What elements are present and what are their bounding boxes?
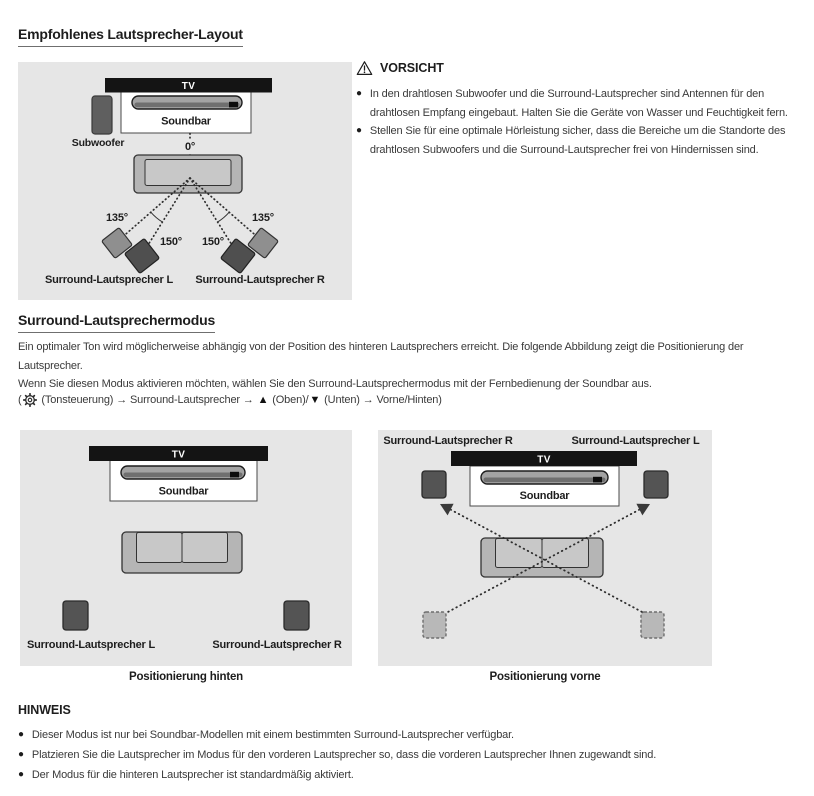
list-item xyxy=(356,85,808,122)
note-bullet-text: Dieser Modus ist nur bei Soundbar-Modellen mit einem bestimmten Surround-Lautsprecher verfügbar. xyxy=(31,729,514,741)
remote-path-text: (Oben)/ xyxy=(269,394,309,406)
remote-open-paren: ( xyxy=(18,394,22,406)
ghost-speaker-left xyxy=(423,612,446,638)
bullet-icon: ● xyxy=(18,729,24,740)
list-item xyxy=(356,122,808,159)
section-title-layout: Empfohlenes Lautsprecher-Layout xyxy=(18,26,243,47)
soundbar-device xyxy=(132,96,242,109)
layout-diagram-svg xyxy=(18,62,352,300)
rear-diagram-svg xyxy=(20,430,352,666)
note-header xyxy=(18,703,798,717)
note-bullet-text: Platzieren Sie die Lautsprecher im Modus für den vorderen Lautsprecher so, dass die vorderen Lautsprecher Ihnen zugewandt sind. xyxy=(31,749,657,761)
down-triangle-icon: ▼ xyxy=(309,394,321,406)
caution-header xyxy=(356,60,808,76)
remote-control-path xyxy=(18,393,442,407)
surround-speaker-right-front xyxy=(644,471,668,498)
tv-label: TV xyxy=(537,454,551,466)
caption-rear: Positionierung hinten xyxy=(129,671,243,683)
list-item xyxy=(18,725,798,745)
angle-arc-right xyxy=(218,212,230,222)
gear-icon xyxy=(23,393,37,407)
remote-path-text: (Tonsteuerung) → Surround-Lautsprecher → xyxy=(38,394,257,406)
remote-path-text: (Unten) → Vorne/Hinten) xyxy=(321,394,442,406)
couch xyxy=(134,155,242,193)
note-bullets xyxy=(18,725,798,785)
up-triangle-icon: ▲ xyxy=(257,394,269,406)
caution-bullet-text: Stellen Sie für eine optimale Hörleistung sicher, dass die Bereiche um die Standorte des drahtlosen Subwoofers und die Surround-Lautsprecher frei von Hindernissen sind. xyxy=(369,125,786,156)
ghost-speaker-right xyxy=(641,612,664,638)
note-bullet-text: Der Modus für die hinteren Lautsprecher ist standardmäßig aktiviert. xyxy=(31,769,354,781)
list-item xyxy=(18,765,798,785)
couch xyxy=(122,532,242,573)
surround-speaker-left-front xyxy=(422,471,446,498)
tv-label: TV xyxy=(171,449,186,461)
caption-front: Positionierung vorne xyxy=(489,671,601,683)
section-title-surround-mode: Surround-Lautsprechermodus xyxy=(18,312,215,333)
soundbar-label: Soundbar xyxy=(519,490,570,502)
speaker-r-label: Surround-Lautsprecher R xyxy=(212,639,342,651)
caution-bullet-text: In den drahtlosen Subwoofer und die Surround-Lautsprecher sind Antennen für den drahtlosen Empfang eingebaut. Halten Sie die Geräte von Wasser und Feuchtigkeit fern. xyxy=(369,88,788,119)
speaker-l-label: Surround-Lautsprecher L xyxy=(26,639,156,651)
bullet-icon: ● xyxy=(356,88,362,99)
speaker-r-top-label: Surround-Lautsprecher R xyxy=(383,435,513,447)
bullet-icon: ● xyxy=(18,769,24,780)
couch xyxy=(481,538,603,577)
subwoofer xyxy=(92,96,112,134)
angle-135-right-label: 135° xyxy=(252,212,274,224)
note-block xyxy=(18,703,798,785)
caution-bullets xyxy=(356,85,808,159)
bullet-icon: ● xyxy=(18,749,24,760)
bullet-icon: ● xyxy=(356,125,362,136)
angle-150-right-label: 150° xyxy=(202,236,224,248)
list-item xyxy=(18,745,798,765)
speaker-r-label: Surround-Lautsprecher R xyxy=(195,274,325,286)
diagram-positioning-front xyxy=(378,430,712,666)
warning-triangle-icon xyxy=(356,60,373,76)
soundbar-device xyxy=(481,471,608,484)
surround-speaker-left xyxy=(63,601,88,630)
speaker-l-top-label: Surround-Lautsprecher L xyxy=(571,435,700,447)
angle-150-left-label: 150° xyxy=(160,236,182,248)
note-title: HINWEIS xyxy=(18,703,71,717)
soundbar-label: Soundbar xyxy=(158,485,209,498)
front-diagram-svg xyxy=(378,430,712,666)
speaker-l-label: Surround-Lautsprecher L xyxy=(44,274,174,286)
tv-label: TV xyxy=(181,81,196,92)
angle-arc-left xyxy=(151,212,163,222)
caution-block xyxy=(356,60,808,159)
intro-line1: Ein optimaler Ton wird möglicherweise abhängig von der Position des hinteren Lautsprechers erreicht. Die folgende Abbildung zeigt die Positionierung der xyxy=(18,341,744,353)
soundbar-label: Soundbar xyxy=(161,115,211,128)
activate-paragraph: Wenn Sie diesen Modus aktivieren möchten, wählen Sie den Surround-Lautsprechermodus mit der Fernbedienung der Soundbar aus. xyxy=(18,378,652,390)
angle-0-label: 0° xyxy=(184,141,196,153)
diagram-positioning-rear xyxy=(20,430,352,666)
angle-135-left-label: 135° xyxy=(106,212,128,224)
surround-speaker-right xyxy=(284,601,309,630)
diagram-recommended-layout xyxy=(18,62,352,300)
subwoofer-label: Subwoofer xyxy=(71,137,125,149)
intro-line2: Lautsprecher. xyxy=(18,360,83,372)
soundbar-device xyxy=(121,466,245,479)
intro-paragraph xyxy=(18,338,798,376)
caution-title: VORSICHT xyxy=(380,61,444,75)
